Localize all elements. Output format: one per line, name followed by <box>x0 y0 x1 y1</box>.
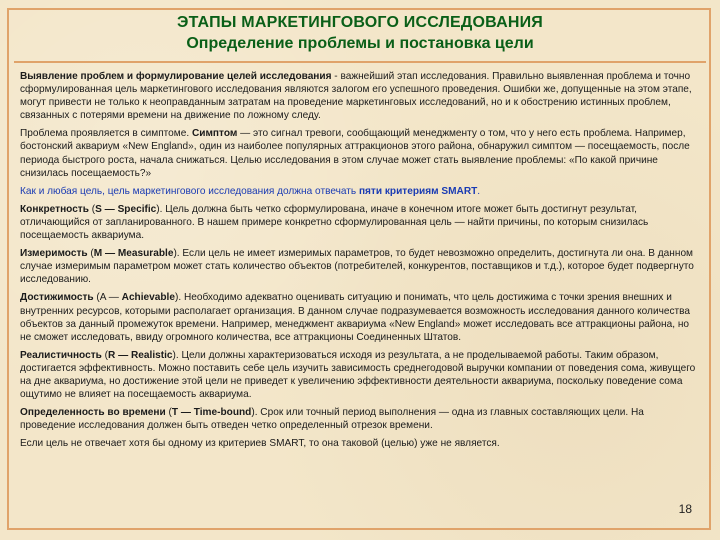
timebound-term: Определенность во времени <box>20 407 166 419</box>
smart-end: . <box>477 185 481 197</box>
realistic-paren: ( <box>101 349 109 361</box>
smart-lead: Как и любая цель, цель маркетингового исследования должна отвечать <box>20 185 359 197</box>
specific-code: S — Specific <box>95 203 157 215</box>
measurable-term: Измеримость <box>20 248 88 260</box>
specific-text: ). Цель должна быть четко сформулирована, иначе в конечном итоге может быть достигнут результат, отличающийся от запланированного. В нашем примере конкретно сформулированная цель — найти причины, по которым снизилась посещаемость аквариума. <box>20 203 649 242</box>
slide-subtitle: Определение проблемы и постановка цели <box>186 35 534 52</box>
paragraph-smart-intro <box>20 185 696 198</box>
slide-title: ЭТАПЫ МАРКЕТИНГОВОГО ИССЛЕДОВАНИЯ <box>177 14 543 31</box>
content-body <box>20 70 696 455</box>
title-divider <box>14 61 706 63</box>
measurable-code: M — Measurable <box>93 248 174 260</box>
timebound-code: T — Time-bound <box>171 407 252 419</box>
specific-paren: ( <box>88 203 96 215</box>
realistic-text: ). Цели должны характеризоваться исходя из результата, а не проделываемой работы. Таким образом, достигается эффективность. Можно поставить себе цель изучить зависимость среднегодовой выручки компании от поведения сома, живущего на дне аквариума, но достижение этой цели не приведет к увеличению эффективности деятельности аквариума, поскольку поведение сома ощутимо не влияет на посещаемость аквариума. <box>20 349 696 401</box>
paragraph-intro <box>20 70 696 122</box>
achievable-paren: (A — <box>93 292 122 304</box>
intro-bold: Выявление проблем и формулирование целей исследования <box>20 71 332 82</box>
paragraph-achievable <box>20 291 696 343</box>
timebound-text: ). Срок или точный период выполнения — одна из главных составляющих цели. На проведение исследования должен быть отведен четко определенный отрезок времени. <box>20 407 644 432</box>
intro-text: - важнейший этап исследования. Правильно выявленная проблема и точно сформулированная цель маркетингового исследования являются залогом его успешного проведения. Ошибки же, допущенные на этом этапе, могут привести не только к неоправданным затратам на проведение маркетинговых исследований, но и к обострению истинных проблем, связанных с потерями времени на движение по ложному следу. <box>20 71 692 122</box>
symptom-lead: Проблема проявляется в симптоме. <box>20 128 192 140</box>
paragraph-time-bound <box>20 406 696 432</box>
realistic-term: Реалистичность <box>20 349 102 361</box>
paragraph-symptom <box>20 127 696 179</box>
paragraph-conclusion <box>20 437 696 450</box>
achievable-term: Достижимость <box>20 292 94 304</box>
measurable-text: ). Если цель не имеет измеримых параметров, то будет невозможно определить, достигнута ли она. В данном случае измеримым параметром может стать количество объектов (потребителей, конкурентов, поставщиков и т.д.), которое будет подвергнуто исследованию. <box>20 248 694 286</box>
achievable-text: ). Необходимо адекватно оценивать ситуацию и понимать, что цель достижима с точки зрения внешних и внутренних ресурсов, которыми располагает организация. В данном случае подразумевается возможность исследования данного количества объектов за данный промежуток времени. Например, менеджмент аквариума «New England» может исследовать все аттракционы района, но не сможет исследовать, ввиду огромного количества, все аттракционы Соединенных Штатов. <box>20 292 690 343</box>
paragraph-specific <box>20 203 696 242</box>
symptom-text: — это сигнал тревоги, сообщающий менеджменту о том, что у него есть проблема. Например, бостонский аквариум «New England», один из наиболее популярных аттракционов этого района, обнаружил симптом — посещаемость, после периода быстрого роста, начала снижаться. Целью исследования в этом случае может стать выявление проблемы: «По какой причине снизилась посещаемость?» <box>20 128 690 179</box>
realistic-code: R — Realistic <box>108 349 173 361</box>
smart-term: пяти критериям SMART <box>358 185 478 197</box>
specific-term: Конкретность <box>20 203 89 215</box>
paragraph-measurable <box>20 247 696 286</box>
symptom-term: Симптом <box>191 128 238 140</box>
measurable-paren: ( <box>87 248 94 260</box>
paragraph-realistic <box>20 349 696 401</box>
conclusion-text: Если цель не отвечает хотя бы одному из критериев SMART, то она таковой (целью) уже не является. <box>20 438 500 450</box>
achievable-code: Achievable <box>121 292 175 304</box>
timebound-paren: ( <box>165 407 172 419</box>
page-number: 18 <box>678 502 692 516</box>
